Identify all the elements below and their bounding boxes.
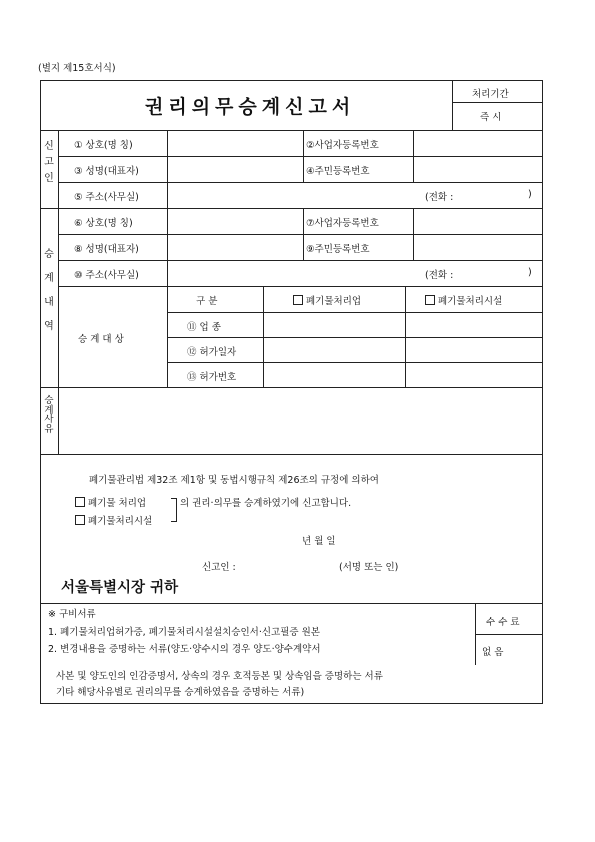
succession-reason-label: 승 계 사 유 [44, 395, 54, 435]
processing-period-label: 처리기간 [472, 89, 509, 100]
succession-reason-field[interactable] [59, 388, 542, 453]
document-item-2-line-2: 사본 및 양도인의 인감증명서, 상속의 경우 호적등본 및 상속임을 증명하는 서류 [56, 671, 383, 682]
succession-biz-reg-field[interactable] [414, 209, 542, 233]
option-waste-facility[interactable]: 폐기물처리시설 [425, 293, 502, 307]
permit-date-field-waste[interactable] [264, 338, 404, 361]
fee-label: 수 수 료 [486, 617, 520, 628]
reporter-sign-field[interactable] [250, 554, 330, 572]
checkbox-declare-facility[interactable] [75, 515, 85, 525]
checkbox-waste-facility[interactable] [425, 295, 435, 305]
succession-section-label: 승 계 내 역 [44, 249, 54, 332]
reporter-resident-reg-field[interactable] [414, 157, 542, 181]
business-type-field-facility[interactable] [406, 313, 542, 336]
documents-header: ※ 구비서류 [48, 609, 96, 620]
permit-date-field-facility[interactable] [406, 338, 542, 361]
succession-resident-reg-field[interactable] [414, 235, 542, 259]
division-label: 구 분 [196, 296, 218, 307]
declaration-option-facility[interactable]: 폐기물처리시설 [75, 513, 152, 527]
option-waste-business[interactable]: 폐기물처리업 [293, 293, 361, 307]
succession-phone-close: ) [528, 267, 532, 278]
permit-number-field-waste[interactable] [264, 363, 404, 386]
succession-name-label: ⑥ 상호(명 칭) [74, 218, 133, 229]
permit-number-field-facility[interactable] [406, 363, 542, 386]
declaration-text: 의 권리·의무를 승계하였기에 신고합니다. [180, 498, 352, 509]
reporter-section-label: 신 고 인 [44, 141, 54, 184]
reporter-phone-close: ) [528, 189, 532, 200]
permit-number-label: ⑬ 허가번호 [187, 372, 237, 383]
succession-resident-reg-label: ⑨주민등록번호 [306, 244, 370, 255]
reporter-resident-reg-label: ④주민등록번호 [306, 166, 370, 177]
declaration-option-waste[interactable]: 폐기물 처리업 [75, 495, 146, 509]
succession-rep-field[interactable] [168, 235, 302, 259]
reporter-phone-label: (전화 : [425, 192, 454, 203]
reporter-biz-reg-field[interactable] [414, 131, 542, 155]
succession-biz-reg-label: ⑦사업자등록번호 [306, 218, 379, 229]
checkbox-declare-waste[interactable] [75, 497, 85, 507]
permit-date-label: ⑫ 허가일자 [187, 347, 237, 358]
document-item-2-line-3: 기타 해당사유별로 권리의무를 승계하였음을 증명하는 서류) [56, 687, 305, 698]
report-date: 년 월 일 [302, 536, 336, 547]
succession-target-label: 승 계 대 상 [78, 334, 124, 345]
reporter-address-field[interactable] [168, 183, 418, 207]
reporter-rep-label: ③ 성명(대표자) [74, 166, 139, 177]
document-item-2: 2. 변경내용을 증명하는 서류(양도·양수시의 경우 양도·양수계약서 [48, 644, 321, 655]
reporter-rep-field[interactable] [168, 157, 302, 181]
succession-rep-label: ⑧ 성명(대표자) [74, 244, 139, 255]
reporter-sign-label: 신고인 : [202, 562, 236, 573]
form-title: 권리의무승계신고서 [145, 96, 356, 118]
bracket [171, 498, 177, 522]
succession-phone-label: (전화 : [425, 270, 454, 281]
business-type-field-waste[interactable] [264, 313, 404, 336]
reporter-biz-reg-label: ②사업자등록번호 [306, 140, 379, 151]
checkbox-waste-business[interactable] [293, 295, 303, 305]
form-label: (별지 제15호서식) [38, 63, 116, 74]
legal-statement: 폐기물관리법 제32조 제1항 및 동법시행규칙 제26조의 규정에 의하여 [89, 475, 379, 486]
document-item-1: 1. 폐기물처리업허가증, 폐기물처리시설설치승인서·신고필증 원본 [48, 627, 320, 638]
fee-value: 없 음 [482, 647, 504, 658]
addressee: 서울특별시장 귀하 [61, 579, 179, 596]
succession-address-field[interactable] [168, 261, 418, 285]
reporter-name-label: ① 상호(명 칭) [74, 140, 133, 151]
business-type-label: ⑪ 업 종 [187, 322, 221, 333]
succession-name-field[interactable] [168, 209, 302, 233]
signature-label: (서명 또는 인) [339, 562, 399, 573]
succession-address-label: ⑩ 주소(사무실) [74, 270, 139, 281]
reporter-name-field[interactable] [168, 131, 302, 155]
reporter-address-label: ⑤ 주소(사무실) [74, 192, 139, 203]
processing-period-value: 즉 시 [480, 112, 502, 123]
